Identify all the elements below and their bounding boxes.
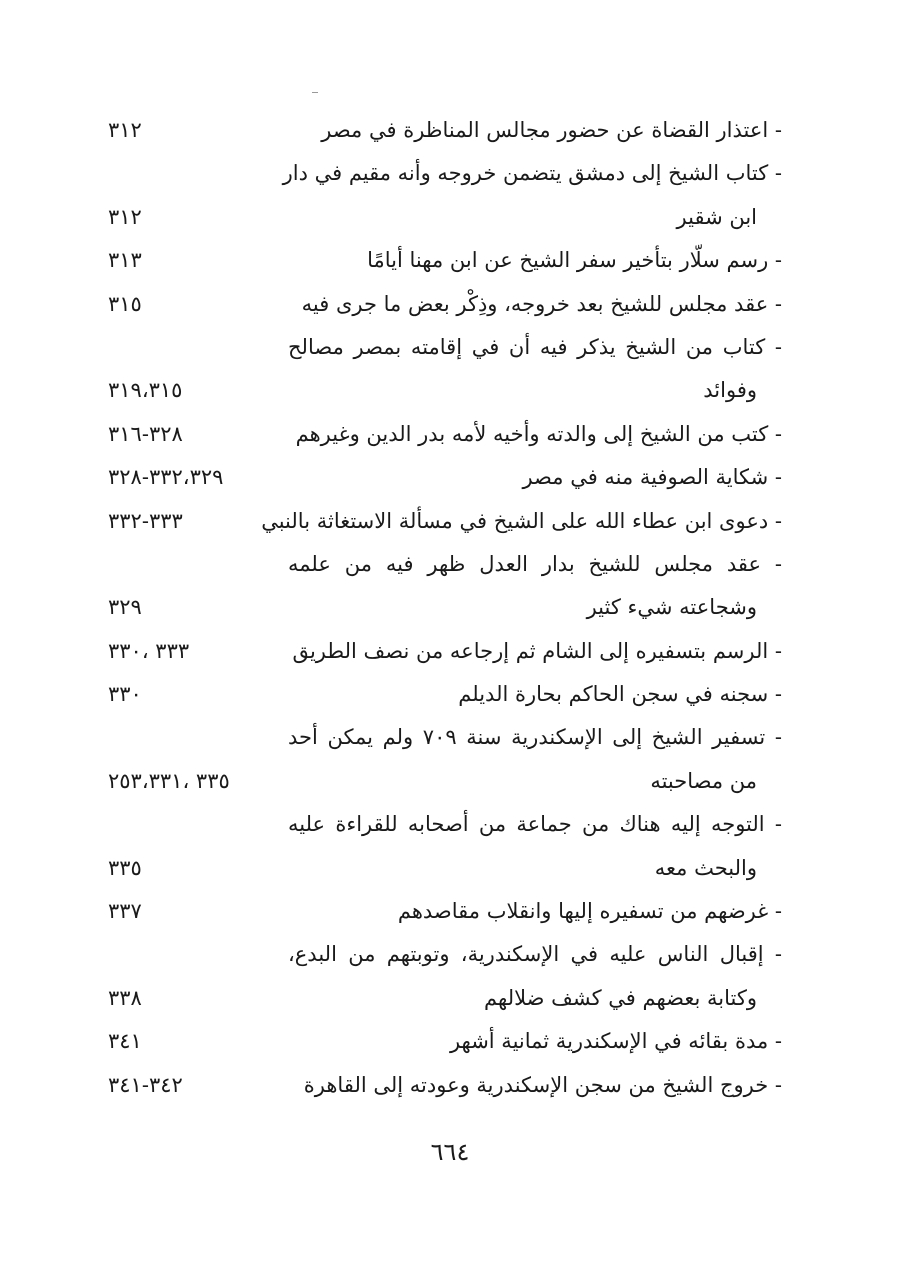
index-line bbox=[0, 674, 900, 717]
index-line bbox=[0, 284, 900, 327]
entry-text: - كتاب الشيخ إلى دمشق يتضمن خروجه وأنه مقيم في دار bbox=[282, 161, 782, 186]
entry-pages: ٣١٢ bbox=[108, 204, 142, 229]
index-line bbox=[0, 153, 900, 196]
index-line bbox=[0, 240, 900, 283]
entry-text: - التوجه إليه هناك من جماعة من أصحابه للقراءة عليه bbox=[288, 812, 782, 837]
entry-pages: ٣٣٣ ،٣٣٠ bbox=[108, 638, 190, 663]
index-line bbox=[0, 370, 900, 413]
entry-text: - اعتذار القضاة عن حضور مجالس المناظرة في مصر bbox=[321, 118, 782, 142]
entry-pages: ٣٣٥ bbox=[108, 855, 142, 880]
index-line bbox=[0, 631, 900, 674]
entry-text-continuation: وكتابة بعضهم في كشف ضلالهم bbox=[484, 985, 757, 1010]
entry-pages: ٣٣٣-٣٣٢ bbox=[108, 508, 183, 533]
index-line bbox=[0, 978, 900, 1021]
entry-pages: ٣٤١ bbox=[108, 1029, 142, 1054]
entry-pages: ٣٢٩ bbox=[108, 595, 142, 620]
index-line bbox=[0, 501, 900, 544]
entry-text: - شكاية الصوفية منه في مصر bbox=[522, 465, 782, 490]
entry-pages: ٣٤٢-٣٤١ bbox=[108, 1072, 183, 1097]
index-line bbox=[0, 891, 900, 934]
entry-text: - الرسم بتسفيره إلى الشام ثم إرجاعه من نصف الطريق bbox=[292, 638, 782, 663]
entry-text: - رسم سلّار بتأخير سفر الشيخ عن ابن مهنا أيامًا bbox=[367, 248, 782, 273]
entry-text-continuation: وشجاعته شيء كثير bbox=[586, 595, 757, 620]
entry-text: - عقد مجلس للشيخ بعد خروجه، وذِكْر بعض ما جرى فيه bbox=[301, 291, 782, 316]
entry-pages: ٣٣٠ bbox=[108, 682, 142, 707]
entry-text: - تسفير الشيخ إلى الإسكندرية سنة ٧٠٩ ولم يمكن أحد bbox=[288, 725, 782, 750]
entry-text: - عقد مجلس للشيخ بدار العدل ظهر فيه من علمه bbox=[288, 551, 782, 576]
index-line bbox=[0, 717, 900, 760]
entry-pages: ٣١٥ bbox=[108, 291, 142, 316]
index-line bbox=[0, 197, 900, 240]
index-entries bbox=[0, 110, 900, 1108]
entry-pages: ٣١٢ bbox=[108, 118, 142, 142]
index-line bbox=[0, 110, 900, 153]
index-line bbox=[0, 457, 900, 500]
entry-text-continuation: والبحث معه bbox=[654, 855, 757, 880]
entry-pages: ٣٢٨-٣١٦ bbox=[108, 421, 183, 446]
entry-text: - كتاب من الشيخ يذكر فيه أن في إقامته بمصر مصالح bbox=[288, 334, 782, 359]
page-number: ٦٦٤ bbox=[430, 1138, 470, 1166]
entry-text: - مدة بقائه في الإسكندرية ثمانية أشهر bbox=[449, 1029, 782, 1054]
entry-text: - دعوى ابن عطاء الله على الشيخ في مسألة الاستغاثة بالنبي bbox=[261, 508, 782, 533]
index-line bbox=[0, 1065, 900, 1108]
entry-text-continuation: ابن شقير bbox=[676, 204, 757, 229]
index-line bbox=[0, 587, 900, 630]
entry-pages: ٣٣٥ ،٢٥٣،٣٣١ bbox=[108, 768, 230, 793]
entry-pages: ٣١٣ bbox=[108, 248, 142, 273]
index-line bbox=[0, 848, 900, 891]
index-line bbox=[0, 544, 900, 587]
entry-pages: ٣٣٧ bbox=[108, 899, 142, 924]
entry-pages: ٣٣٢،٣٢٩-٣٢٨ bbox=[108, 465, 224, 490]
entry-text-continuation: وفوائد bbox=[703, 378, 757, 403]
index-line bbox=[0, 1021, 900, 1064]
index-line bbox=[0, 761, 900, 804]
entry-text: - سجنه في سجن الحاكم بحارة الديلم bbox=[458, 682, 782, 707]
index-line bbox=[0, 804, 900, 847]
index-line bbox=[0, 414, 900, 457]
header-mark bbox=[312, 92, 318, 93]
index-line bbox=[0, 934, 900, 977]
entry-text: - إقبال الناس عليه في الإسكندرية، وتوبتهم من البدع، bbox=[288, 942, 782, 967]
entry-pages: ٣١٩،٣١٥ bbox=[108, 378, 183, 403]
entry-text: - كتب من الشيخ إلى والدته وأخيه لأمه بدر الدين وغيرهم bbox=[295, 421, 782, 446]
entry-text: - خروج الشيخ من سجن الإسكندرية وعودته إلى القاهرة bbox=[303, 1072, 782, 1097]
index-line bbox=[0, 327, 900, 370]
entry-pages: ٣٣٨ bbox=[108, 985, 142, 1010]
entry-text-continuation: من مصاحبته bbox=[650, 768, 757, 793]
entry-text: - غرضهم من تسفيره إليها وانقلاب مقاصدهم bbox=[397, 899, 782, 924]
